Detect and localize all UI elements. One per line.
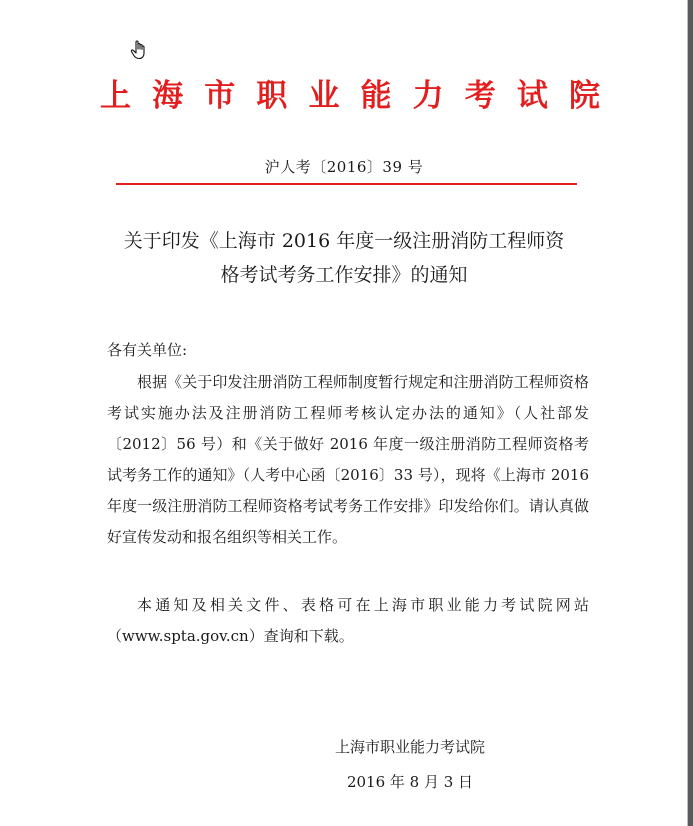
notice-title-line-1: 关于印发《上海市 2016 年度一级注册消防工程师资 [123,230,565,252]
org-title-char: 考 [464,78,496,114]
hand-pointer-icon [130,40,148,60]
salutation: 各有关单位: [107,341,188,359]
org-title-char: 海 [152,78,184,114]
notice-title-line-2: 格考试考务工作安排》的通知 [220,264,468,286]
org-title-char: 力 [412,78,444,114]
org-title-char: 业 [308,78,340,114]
signature-date: 2016 年 8 月 3 日 [346,773,474,791]
body-paragraph-1: 根据《关于印发注册消防工程师制度暂行规定和注册消防工程师资格考试实施办法及注册消防工程师考核认定办法的通知》（人社部发〔2012〕56 号）和《关于做好 2016 年度一级注册消防工程师资格考试考务工作的通知》（人考中心函〔2016〕33 号），现将《上海市 2016 年度一级注册消防工程师资格考试考务工作安排》印发给你们。请认真做好宣传发动和报名组织等相关工作。 [107,373,589,546]
red-divider-line [116,183,577,185]
org-title-char: 院 [568,78,600,114]
org-title-char: 上 [100,78,131,114]
page-edge-shadow [688,0,693,826]
body-paragraph-2: 本通知及相关文件、表格可在上海市职业能力考试院网站（www.spta.gov.cn）查询和下载。 [107,596,589,645]
notice-title [90,224,598,292]
org-title-char: 能 [360,78,392,114]
document-number: 沪人考〔2016〕39 号 [264,158,424,176]
issuing-organization-title [100,74,600,118]
org-title-char: 试 [516,78,548,114]
org-title-char: 市 [204,78,236,114]
org-title-char: 职 [256,78,288,114]
signature-organization: 上海市职业能力考试院 [334,738,485,756]
